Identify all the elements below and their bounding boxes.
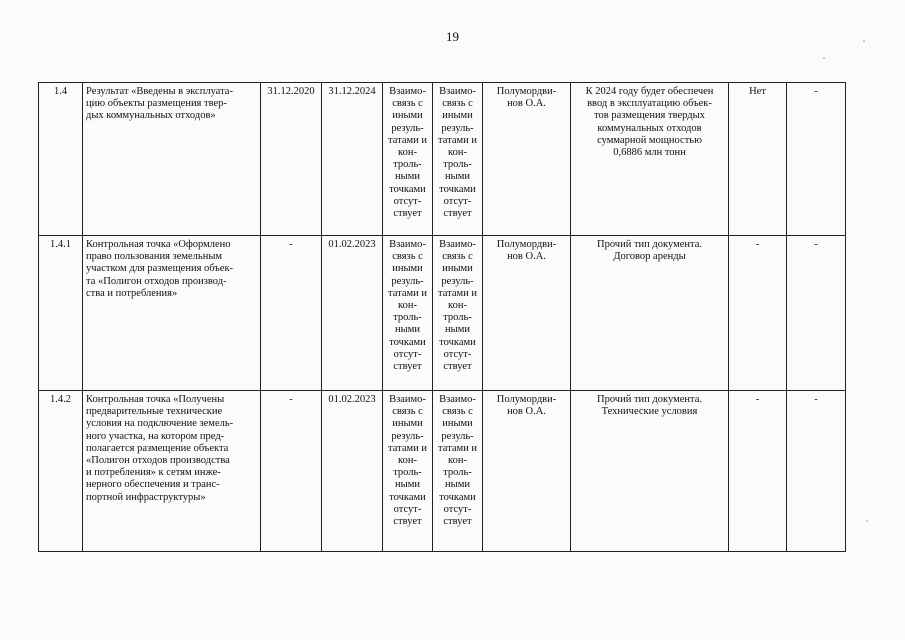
- table-row: [39, 83, 846, 236]
- row-date-start: 31.12.2020: [261, 83, 322, 236]
- row-link-next: Взаимо- связь с иными резуль- татами и кон- троль- ными точками отсут- ствует: [433, 236, 483, 391]
- row-number: 1.4: [39, 83, 83, 236]
- row-date-start: -: [261, 236, 322, 391]
- row-link-prev: Взаимо- связь с иными резуль- татами и кон- троль- ными точками отсут- ствует: [383, 83, 433, 236]
- row-link-prev: Взаимо- связь с иными резуль- татами и кон- троль- ными точками отсут- ствует: [383, 391, 433, 552]
- row-responsible: Полумордви- нов О.А.: [483, 236, 571, 391]
- row-number: 1.4.1: [39, 236, 83, 391]
- row-name: Контрольная точка «Получены предварительные технические условия на подключение земель- ного участка, на котором пред- полагается размещение объекта «Полигон отходов производства и потребления» к сетям инже- нерного обеспечения и транс- портной инфраструктуры»: [83, 391, 261, 552]
- table-row: [39, 236, 846, 391]
- row-result: Прочий тип документа. Технические условия: [571, 391, 729, 552]
- table-row: [39, 391, 846, 552]
- row-flag-1: -: [729, 391, 787, 552]
- row-date-end: 31.12.2024: [322, 83, 383, 236]
- row-result: Прочий тип документа. Договор аренды: [571, 236, 729, 391]
- row-name: Контрольная точка «Оформлено право пользования земельным участком для размещения объек- та «Полигон отходов производ- ства и потребления»: [83, 236, 261, 391]
- row-responsible: Полумордви- нов О.А.: [483, 83, 571, 236]
- row-flag-2: -: [787, 391, 846, 552]
- row-link-next: Взаимо- связь с иными резуль- татами и кон- троль- ными точками отсут- ствует: [433, 83, 483, 236]
- scan-speck: [823, 57, 825, 59]
- page-number: 19: [446, 29, 459, 44]
- row-date-end: 01.02.2023: [322, 236, 383, 391]
- row-link-next: Взаимо- связь с иными резуль- татами и кон- троль- ными точками отсут- ствует: [433, 391, 483, 552]
- row-date-end: 01.02.2023: [322, 391, 383, 552]
- row-link-prev: Взаимо- связь с иными резуль- татами и кон- троль- ными точками отсут- ствует: [383, 236, 433, 391]
- schedule-table: [38, 82, 846, 552]
- row-flag-2: -: [787, 83, 846, 236]
- row-flag-1: -: [729, 236, 787, 391]
- row-number: 1.4.2: [39, 391, 83, 552]
- row-flag-1: Нет: [729, 83, 787, 236]
- scan-speck: [863, 40, 865, 42]
- row-flag-2: -: [787, 236, 846, 391]
- row-result: К 2024 году будет обеспечен ввод в эксплуатацию объек- тов размещения твердых коммунальных отходов суммарной мощностью 0,6886 млн тонн: [571, 83, 729, 236]
- scan-speck: [866, 520, 868, 522]
- row-name: Результат «Введены в эксплуата- цию объекты размещения твер- дых коммунальных отходов»: [83, 83, 261, 236]
- row-responsible: Полумордви- нов О.А.: [483, 391, 571, 552]
- row-date-start: -: [261, 391, 322, 552]
